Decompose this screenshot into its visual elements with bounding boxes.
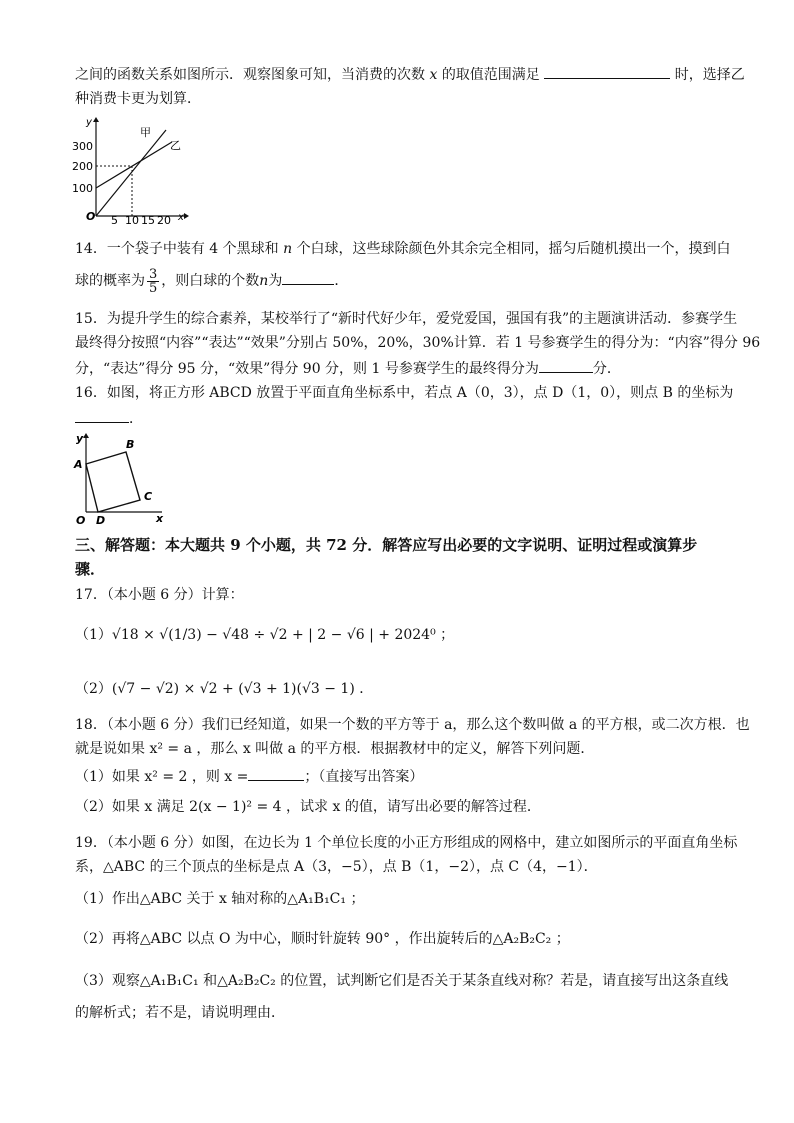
q16-line-2 <box>75 408 143 428</box>
q16-y-arrow <box>83 433 89 438</box>
q14-frac-den: 5 <box>149 280 158 296</box>
q19-line-1: 19．（本小题 6 分）如图，在边长为 1 个单位长度的小正方形组成的网格中，建立如图所示的平面直角坐标 <box>75 835 738 851</box>
q18-p1-text-a: （1）如果 x² = 2 ，则 x = <box>75 769 249 785</box>
q14-var-n2: n <box>259 273 269 289</box>
q13-x-tick-15: 15 <box>141 214 155 226</box>
q17-p1-expr: √18 × √(1/3) − √48 ÷ √2 + | 2 − √6 | + 2024⁰ ； <box>111 627 455 643</box>
q13-y-tick-100: 100 <box>72 182 93 195</box>
q16-label-A: A <box>74 458 83 471</box>
q13-origin: O <box>86 210 96 223</box>
q13-y-tick-300: 300 <box>72 140 93 153</box>
q14-text-b: 个白球，这些球除颜色外其余完全相同，摇匀后随机摸出一个，摸到白 <box>296 241 731 257</box>
q17-part-1 <box>75 626 454 644</box>
q16-square-abcd <box>86 452 140 512</box>
q13-line-yi <box>96 142 172 188</box>
q13-label-yi: 乙 <box>170 139 181 152</box>
q15-text-a: 分，“表达”得分 95 分，“效果”得分 90 分，则 1 号参赛学生的最终得分为 <box>75 361 539 377</box>
q16-answer-blank[interactable] <box>75 408 129 423</box>
q13-graph <box>72 116 192 226</box>
q13-y-arrow <box>93 117 99 122</box>
q18-answer-blank[interactable] <box>248 766 304 781</box>
q16-text-end: ． <box>129 411 143 427</box>
q17-part-2 <box>75 680 373 698</box>
q14-fraction <box>147 268 159 295</box>
q18-part-2: （2）如果 x 满足 2(x − 1)² = 4 ，试求 x 的值，请写出必要的解答过程． <box>75 799 541 815</box>
q16-label-C: C <box>144 490 153 503</box>
q17-p1-label: （1） <box>75 627 112 643</box>
q16-figure <box>72 430 172 526</box>
q13-text-c: 时，选择乙 <box>674 67 745 83</box>
q17-p2-expr: (√7 − √2) × √2 + (√3 + 1)(√3 − 1) ． <box>111 681 374 697</box>
q13-text-b: 的取值范围满足 <box>441 67 540 83</box>
q19-part-2: （2）再将△ABC 以点 O 为中心，顺时针旋转 90° ，作出旋转后的△A₂B₂C₂ ； <box>75 931 570 947</box>
q14-text-d: ，则白球的个数 <box>161 273 260 289</box>
q13-x-tick-10: 10 <box>125 214 139 226</box>
q14-text-e: 为 <box>268 273 283 289</box>
q15-line-1: 15．为提升学生的综合素养，某校举行了“新时代好少年，爱党爱国，强国有我”的主题演讲活动．参赛学生 <box>75 311 738 327</box>
q13-x-arrow <box>184 213 189 219</box>
q19-part-3-line-2: 的解析式；若不是，请说明理由． <box>75 1005 285 1021</box>
q15-line-2: 最终得分按照“内容”“表达”“效果”分别占 50%，20%，30%计算．若 1 号参赛学生的得分为：“内容”得分 96 <box>75 335 761 351</box>
q14-line-1 <box>75 240 731 258</box>
q19-line-2: 系，△ABC 的三个顶点的坐标是点 A（3，−5），点 B（1，−2），点 C（4，−1）． <box>75 859 598 875</box>
section3-heading-line-1: 三、解答题：本大题共 9 个小题，共 72 分．解答应写出必要的文字说明、证明过程或演算步 <box>75 536 698 554</box>
q17-title: 17．（本小题 6 分）计算： <box>75 587 244 603</box>
q16-label-O: O <box>76 514 86 526</box>
q14-text-a: 14．一个袋子中装有 4 个黑球和 <box>75 241 279 257</box>
q16-line-1: 16．如图，将正方形 ABCD 放置于平面直角坐标系中，若点 A（0，3），点 D（1，0），则点 B 的坐标为 <box>75 385 734 401</box>
q14-line-2 <box>75 266 348 296</box>
q13-y-tick-200: 200 <box>72 160 93 173</box>
q13-answer-blank[interactable] <box>544 64 670 79</box>
q13-label-jia: 甲 <box>140 126 151 139</box>
q16-x-label: x <box>156 512 164 525</box>
q13-x-tick-20: 20 <box>157 214 171 226</box>
q17-p2-label: （2） <box>75 681 112 697</box>
section3-heading-line-2: 骤． <box>75 560 106 578</box>
q15-text-b: 分． <box>592 361 621 377</box>
q18-line-2: 就是说如果 x² = a ，那么 x 叫做 a 的平方根．根据教材中的定义，解答下列问题． <box>75 741 595 757</box>
q18-p1-text-b: ；（直接写出答案） <box>304 769 424 785</box>
q13-text-a: 之间的函数关系如图所示．观察图象可知，当消费的次数 <box>75 67 425 83</box>
q18-part-1 <box>75 766 423 786</box>
q13-y-label: y <box>86 117 92 128</box>
q16-label-B: B <box>126 438 135 451</box>
q14-var-n: n <box>283 241 293 257</box>
q19-part-3-line-1: （3）观察△A₁B₁C₁ 和△A₂B₂C₂ 的位置，试判断它们是否关于某条直线对称？若是，请直接写出这条直线 <box>75 973 729 989</box>
q16-label-D: D <box>96 514 106 526</box>
q13-line-jia <box>96 130 166 216</box>
q14-text-c: 球的概率为 <box>75 273 145 289</box>
q13-x-tick-5: 5 <box>111 214 118 226</box>
q13-x-label: x <box>178 212 184 223</box>
q13-var-x: x <box>429 67 438 83</box>
q14-text-end: ． <box>334 273 349 289</box>
q19-part-1: （1）作出△ABC 关于 x 轴对称的△A₁B₁C₁ ； <box>75 891 365 907</box>
q14-frac-num: 3 <box>149 266 158 282</box>
q14-answer-blank[interactable] <box>282 270 334 285</box>
q15-answer-blank[interactable] <box>539 358 593 373</box>
q13-line-1 <box>75 64 745 84</box>
q18-line-1: 18．（本小题 6 分）我们已经知道，如果一个数的平方等于 a，那么这个数叫做 a 的平方根，或二次方根．也 <box>75 717 750 733</box>
q16-y-label: y <box>76 432 84 445</box>
q13-line-2: 种消费卡更为划算． <box>75 91 201 107</box>
q15-line-3 <box>75 358 621 378</box>
